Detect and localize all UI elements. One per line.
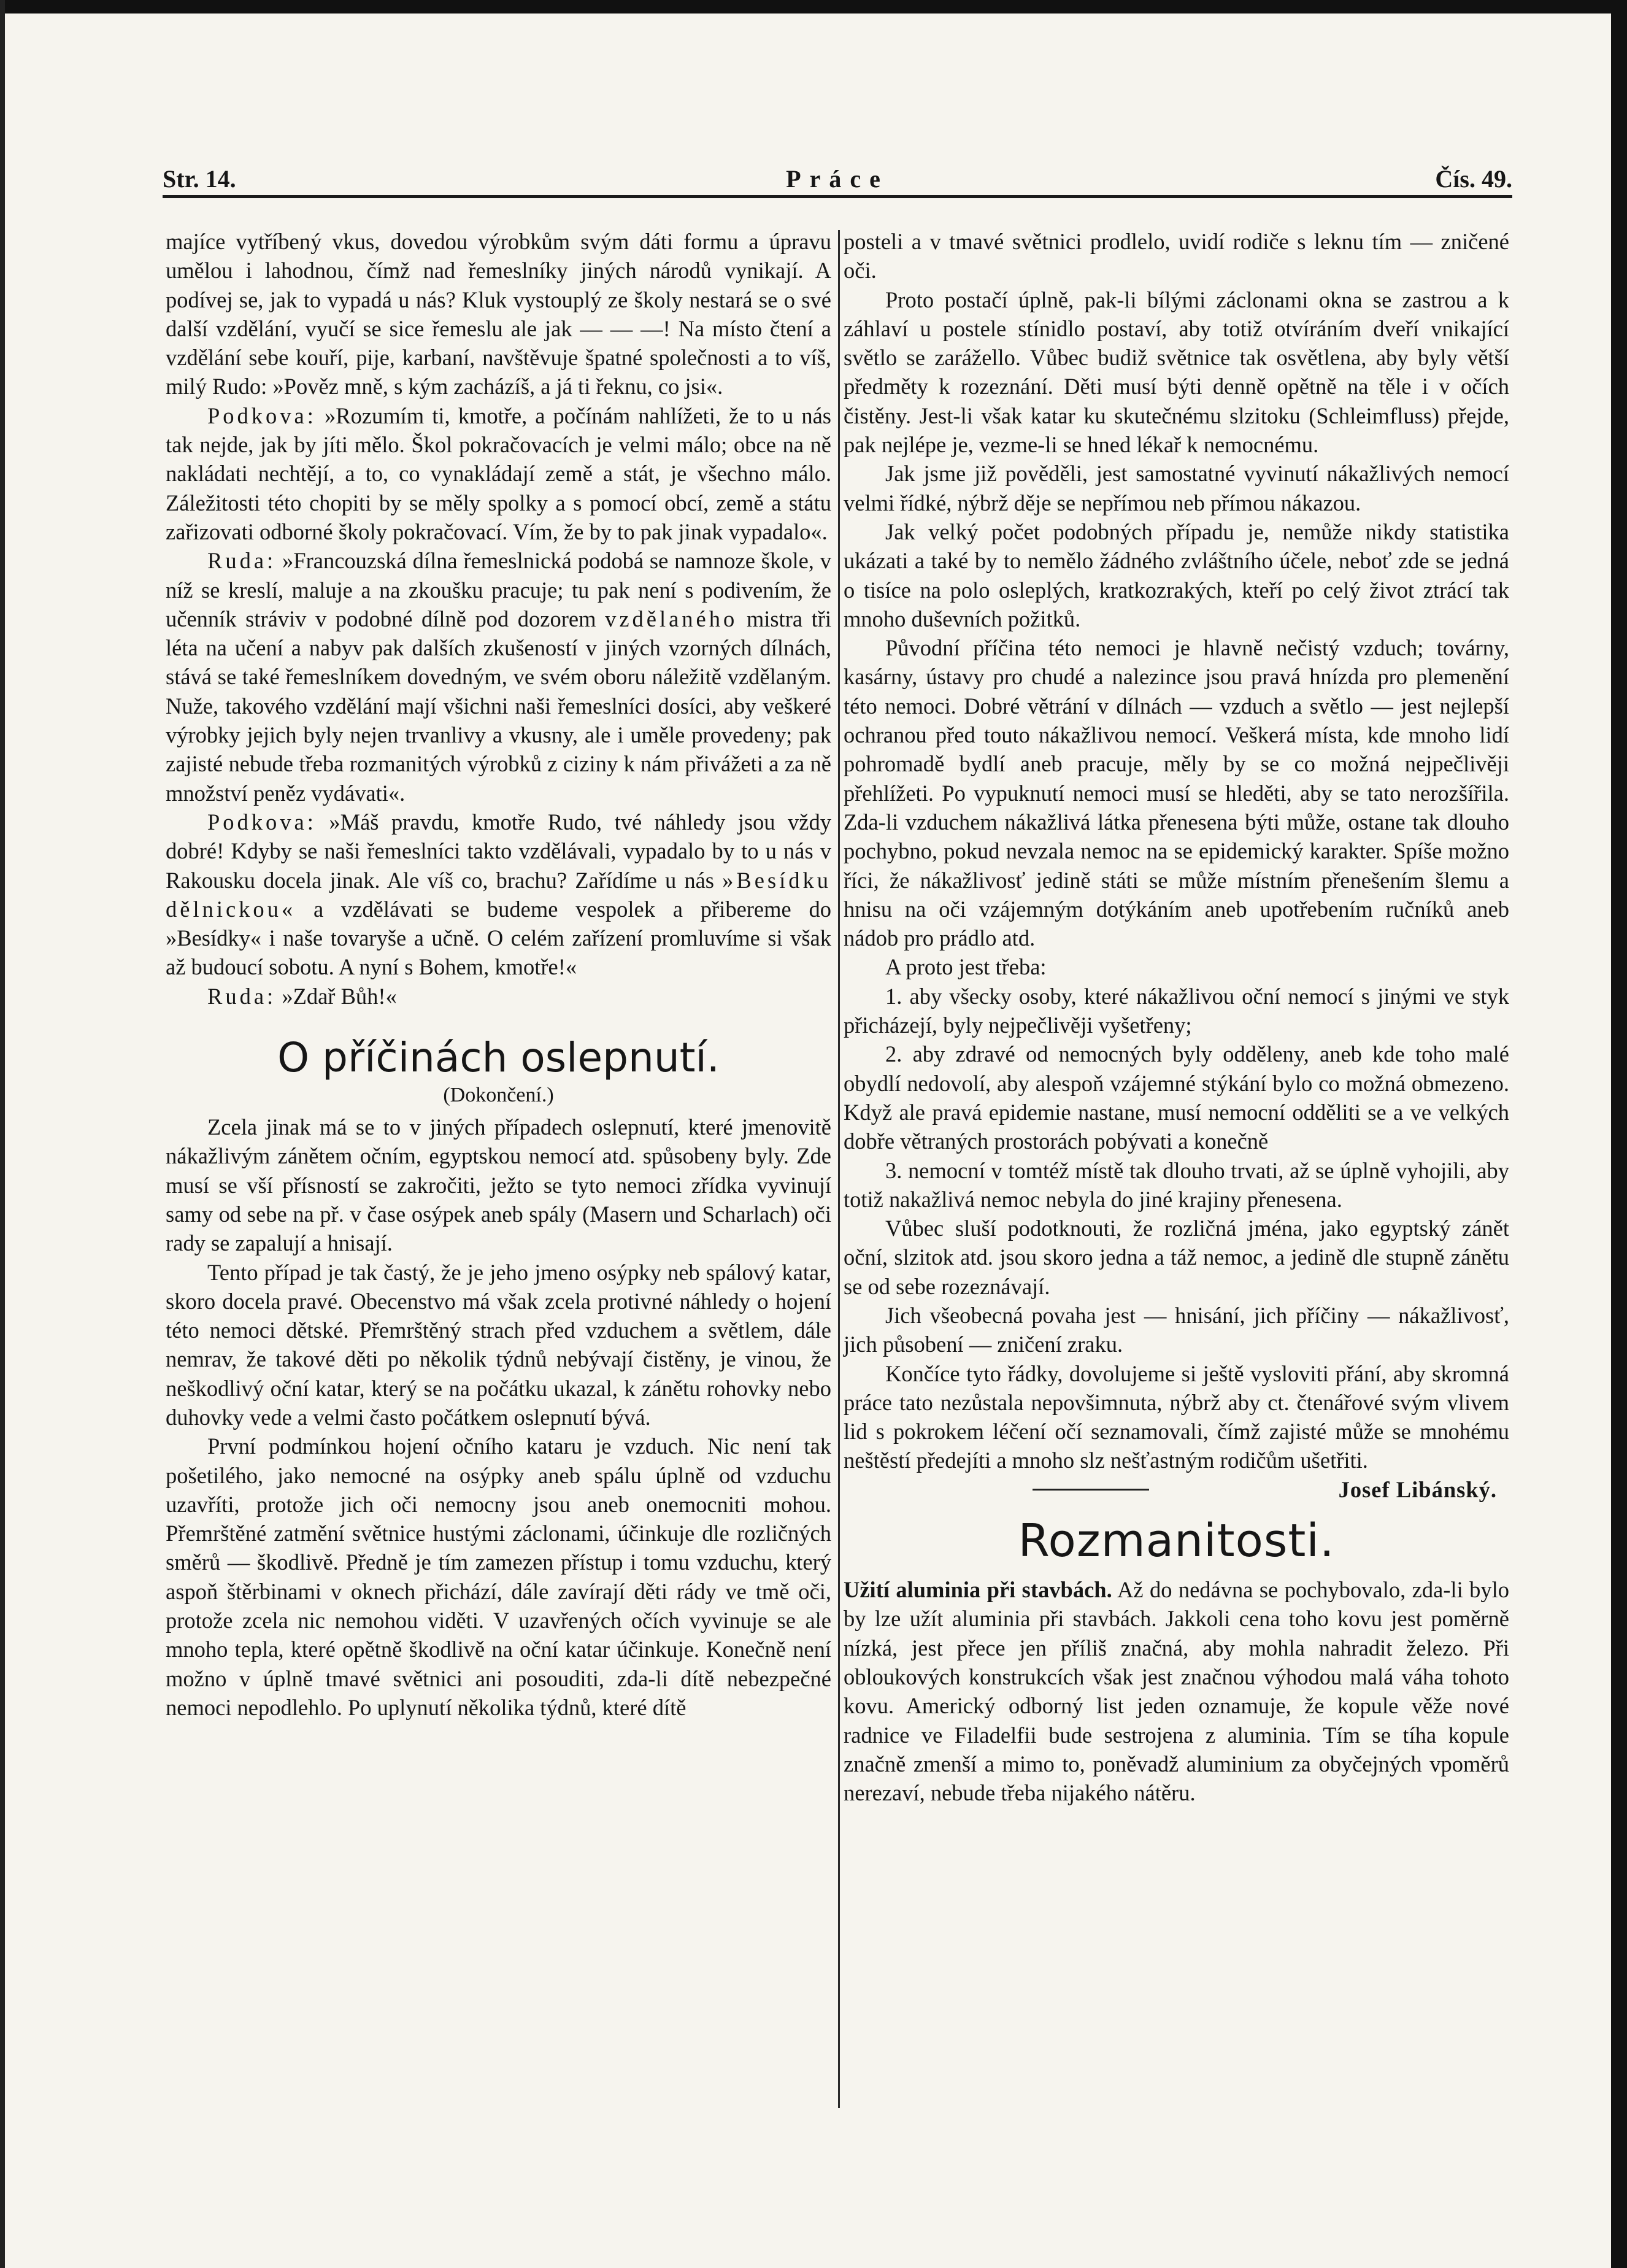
paragraph: Tento případ je tak častý, že je jeho jmeno osýpky neb spálový katar, skoro docela pravé. Obecenstvo má však zcela protivné náhledy o hojení této nemoci dětské. Přemrštěný strach před vzduchem a světlem, dále nemrav, že takové děti po několik týdnů nebývají čistěny, je vinou, že neškodlivý oční katar, který se na počátku ukazal, k zánětu rohovky nebo duhovky vede a velmi často počátkem oslepnutí bývá. — [166, 1259, 831, 1430]
article-title: O příčinách oslepnutí. — [277, 1034, 720, 1082]
header-rule — [163, 195, 1512, 198]
signature-line — [844, 1475, 1509, 1504]
column-divider — [838, 230, 840, 2108]
speaker: Ruda: — [207, 548, 277, 574]
paragraph: Jich všeobecná povaha jest — hnisání, jich příčiny — nákažlivosť, jich působení — zničení zraku. — [844, 1302, 1509, 1357]
dialogue-text: »Zdař Bůh!« — [282, 983, 397, 1009]
issue-number: Čís. 49. — [1435, 165, 1512, 193]
author-name: Josef Libánský. — [1338, 1476, 1497, 1502]
left-column — [166, 227, 831, 1722]
page-number: Str. 14. — [163, 165, 236, 193]
paragraph: majíce vytříbený vkus, dovedou výrobkům svým dáti formu a úpravu umělou i lahodnou, čímž nad řemeslníky jiných národů vynikají. A podívej se, jak to vypadá u nás? Kluk vystouplý ze školy nestará se o své další vzdělání, vyučí se sice řemeslu ale jak — — —! Na místo čtení a vzdělání sebe kouří, pije, karbaní, navštěvuje špatné společnosti a to víš, milý Rudo: »Pověz mně, s kým zacházíš, a já ti řeknu, co jsi«. — [166, 229, 831, 399]
paragraph: Zcela jinak má se to v jiných případech oslepnutí, které jmenovitě nákažlivým zánětem očním, egyptskou nemocí atd. spůsobeny byly. Zde musí se vší přísností se zakročiti, ježto se tyto nemoci zřídka vyvinují samy od sebe na př. v čase osýpek aneb spály (Masern und Scharlach) oči rady se zapalují a hnisají. — [166, 1114, 831, 1256]
article-heading — [166, 1034, 831, 1109]
news-headline: Užití aluminia při stavbách. — [844, 1577, 1112, 1603]
dialogue-paragraph — [166, 982, 831, 1011]
paragraph: posteli a v tmavé světnici prodlelo, uvidí rodiče s leknu tím — zničené oči. — [844, 229, 1509, 284]
spaced-word: »Besídku dělnickou« — [166, 867, 831, 922]
dialogue-paragraph — [166, 546, 831, 808]
news-item — [844, 1575, 1509, 1807]
dialogue-text: »Francouzská dílna řemeslnická podobá se namnoze škole, v níž se kreslí, maluje a na zkoušku pracuje; tu pak není s podivením, že učenník stráviv v podobné dílně pod dozorem — [166, 548, 832, 631]
speaker: Podkova: — [207, 403, 317, 428]
scan-edge-left — [0, 0, 5, 2268]
spaced-word: vzdělaného — [605, 606, 738, 631]
list-item: 1. aby všecky osoby, které nákažlivou oční nemocí s jinými ve styk přicházejí, byly nejpečlivěji vyšetřeny; — [844, 983, 1509, 1038]
section-title: Rozmanitosti. — [1018, 1514, 1335, 1568]
journal-name: Práce — [786, 165, 889, 193]
paragraph: První podmínkou hojení očního kataru je vzduch. Nic není tak pošetilého, jako nemocné na osýpky aneb spálu úplně od vzduchu uzavříti, protože jich oči nemocny jsou aneb onemocniti mohou. Přemrštěné zatmění světnice hustými záclonami, účinkuje dle rozličných směrů — škodlivě. Předně je tím zamezen přístup i tomu vzduchu, který aspoň štěrbinami v oknech přichází, dále zavírají děti rády ve tmě oči, protože zcela nic nemohou viděti. V uzavřených očích vyvinuje se ale mnoho tepla, které opětně škodlivě na oční katar účinkuje. Konečně není možno v úplně tmavé světnici ani posouditi, zda-li dítě nebezpečné nemoci nepodlehlo. Po uplynutí několika týdnů, které dítě — [166, 1433, 831, 1720]
dialogue-text: »Máš pravdu, kmotře Rudo, tvé náhledy jsou vždy dobré! Kdyby se naši řemeslníci takto vzdělávali, vypadalo by to u nás v Rakousku docela jinak. Ale víš co, brachu? Zařídíme u nás — [166, 809, 831, 893]
paragraph: Proto postačí úplně, pak-li bílými záclonami okna se zastrou a k záhlaví u postele stínidlo postaví, aby totiž otvíráním dveří vnikající světlo se zarážello. Vůbec budiž světnice tak osvětlena, aby byly větší předměty k rozeznání. Děti musí býti denně opětně na těle i v očích čistěny. Jest-li však katar ku skutečnému slzitoku (Schleimfluss) přejde, pak nejlépe je, vezme-li se hned lékař k nemocnému. — [844, 287, 1509, 458]
article-subtitle: (Dokončení.) — [443, 1084, 554, 1107]
dialogue-text: mistra tři léta na učení a nabyv pak dalších zkušeností v jiných vzorných dílnách, stává se také řemeslníkem dovedným, ve svém oboru náležitě vzdělaným. Nuže, takového vzdělání mají všichni naši řemeslníci dosíci, aby veškeré výrobky jejich byly nejen trvanlivy a vkusny, ale i uměle provedeny; pak zajisté nebude třeba rozmanitých výrobků z ciziny k nám přivážeti a za ně množství peněz vydávati«. — [166, 606, 832, 806]
list-item: 2. aby zdravé od nemocných byly odděleny, aneb kde toho malé obydlí nedovolí, aby alespoň vzájemné stýkání bylo co možná obmezeno. Když ale pravá epidemie nastane, musí nemocní odděliti se a ve velkých dobře větraných prostorách pobývati a konečně — [844, 1041, 1509, 1154]
scan-edge-top — [0, 0, 1627, 14]
paragraph: Končíce tyto řádky, dovolujeme si ještě vysloviti přání, aby skromná práce tato nezůstala nepovšimnuta, nýbrž aby ct. čtenářové svým vlivem lid s pokrokem léčení očí seznamovali, čímž zajisté může se mnohému neštěstí předejíti a mnoho slz nešťastným rodičům ušetřiti. — [844, 1360, 1509, 1473]
scan-edge-right — [1611, 0, 1627, 2268]
paragraph: Jak jsme již pověděli, jest samostatné vyvinutí nákažlivých nemocí velmi řídké, nýbrž děje se nepřímou neb přímou nákazou. — [844, 461, 1509, 515]
paragraph: Vůbec sluší podotknouti, že rozličná jména, jako egyptský zánět oční, slzitok atd. jsou skoro jedna a táž nemoc, a jedině dle stupně zánětu se od sebe rozeznávají. — [844, 1216, 1509, 1299]
dialogue-paragraph — [166, 808, 831, 982]
list-item: 3. nemocní v tomtéž místě tak dlouho trvati, až se úplně vyhojili, aby totiž nakažlivá nemoc nebyla do jiné krajiny přenesena. — [844, 1157, 1509, 1212]
page-header — [163, 164, 1512, 195]
dialogue-paragraph — [166, 401, 831, 546]
signature-dash — [1033, 1489, 1149, 1491]
news-text: Až do nedávna se pochybovalo, zda-li bylo by lze užít aluminia při stavbách. Jakkoli cena toho kovu jest poměrně nízká, jest přece jen příliš značná, aby mohla nahradit železo. Při obloukových konstrukcích však jest značnou výhodou malá váha tohoto kovu. Americký odborný list jeden oznamuje, že kopule věže nové radnice ve Filadelfii bude sestrojena z aluminia. Tím se tíha kopule značně zmenší a mimo to, poněvadž aluminium za obyčejných vpoměrů nerezaví, nebude třeba nijakého nátěru. — [844, 1577, 1509, 1806]
dialogue-text: a vzdělávati se budeme vespolek a přibereme do »Besídky« i naše tovaryše a učně. O celém zařízení promluvíme si však až budoucí sobotu. A nyní s Bohem, kmotře!« — [166, 896, 832, 980]
right-column — [844, 227, 1509, 1807]
speaker: Ruda: — [207, 983, 277, 1009]
paragraph: Jak velký počet podobných případu je, nemůže nikdy statistika ukázati a také by to nemělo žádného zvláštního účele, neboť zde se jedná o tisíce na polo osleplých, kratkozrakých, kteří po celý život ztrácí tak mnoho duševních požitků. — [844, 519, 1509, 631]
numbered-list — [844, 982, 1509, 1214]
dialogue-text: »Rozumím ti, kmotře, a počínám nahlížeti, že to u nás tak nejde, jak by jíti mělo. Škol pokračovacích je velmi málo; obce na ně nakládati nechtějí, a to, co vynakládají země a stát, je všechno málo. Záležitosti této chopiti by se měly spolky a s pomocí obcí, země a státu zařizovati odborné školy pokračovací. Vím, že by to pak jinak vypadalo«. — [166, 403, 831, 544]
paragraph: A proto jest třeba: — [885, 954, 1047, 980]
speaker: Podkova: — [207, 809, 317, 835]
paragraph: Původní příčina této nemoci je hlavně nečistý vzduch; továrny, kasárny, ústavy pro chudé a nalezince jsou pravá hnízda pro plemenění této nemoci. Dobré větrání v dílnách — vzduch a světlo — jest nejlepší ochranou před touto nákažlivou nemocí. Veškerá místa, kde mnoho lidí pohromadě bydlí aneb pracuje, měly by se co možná nejpečlivěji přehlížeti. Po vypuknutí nemoci musí se hleděti, aby se tato nerozšířila. Zda-li vzduchem nákažlivá látka přenesena býti může, ostane tak dlouho pochybno, pokud nevzala nemoc na se epidemický karakter. Spíše možno říci, že nákažlivosť jedině státi se může místním přenešením šlemu a hnisu na oči vzájemným dotýkáním aneb upotřebením ručníků aneb nádob pro prádlo atd. — [844, 635, 1509, 951]
